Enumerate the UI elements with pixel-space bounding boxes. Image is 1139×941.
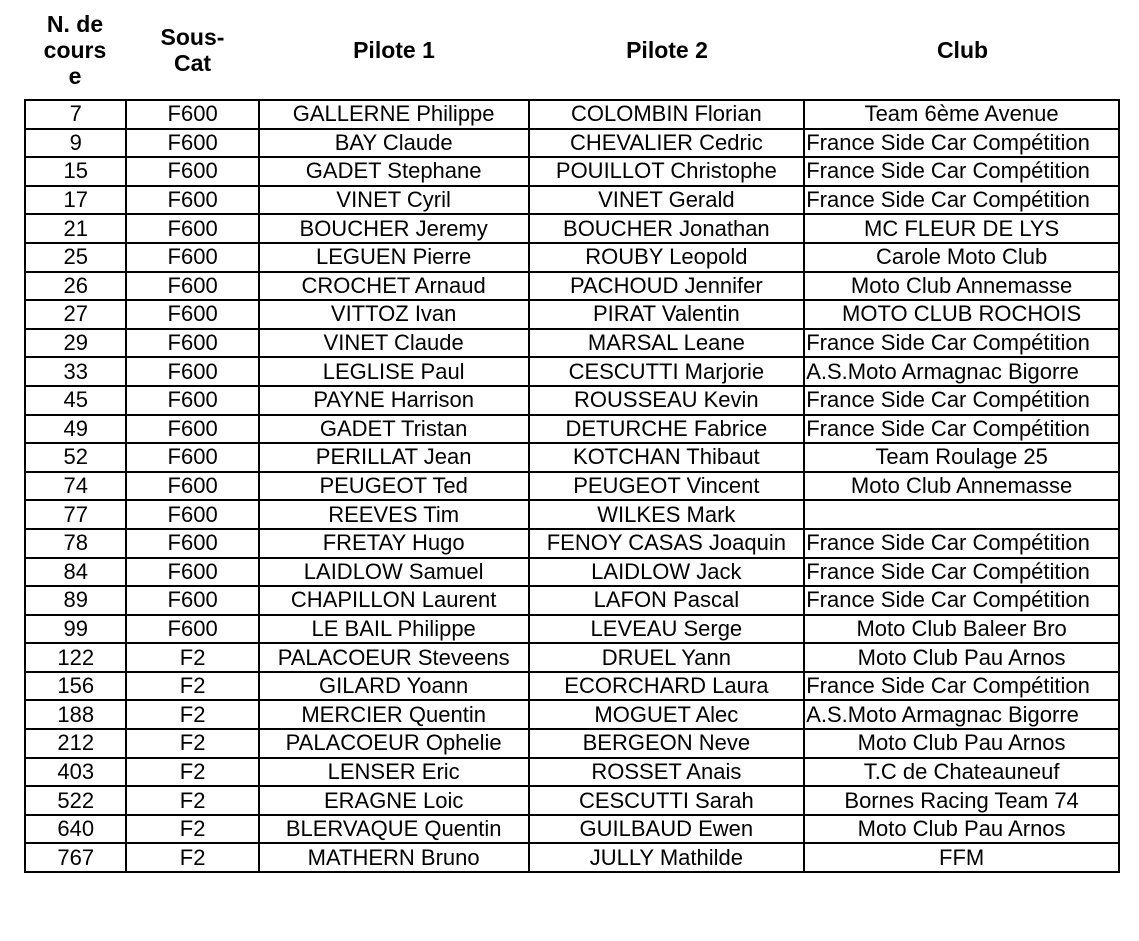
- race-number-cell: 33: [25, 357, 126, 386]
- subcategory-cell: F600: [126, 443, 258, 472]
- table-header: [24, 0, 1120, 100]
- club-cell: France Side Car Compétition: [804, 672, 1119, 701]
- pilot-2-cell: ECORCHARD Laura: [529, 672, 805, 701]
- pilot-2-cell: VINET Gerald: [529, 186, 805, 215]
- table-row: [25, 700, 1119, 729]
- table-row: [25, 186, 1119, 215]
- pilot-1-cell: REEVES Tim: [259, 500, 529, 529]
- race-number-cell: 74: [25, 472, 126, 501]
- pilot-1-cell: PERILLAT Jean: [259, 443, 529, 472]
- table-row: [25, 129, 1119, 158]
- pilot-2-cell: ROSSET Anais: [529, 758, 805, 787]
- table-row: [25, 615, 1119, 644]
- pilot-2-cell: ROUSSEAU Kevin: [529, 386, 805, 415]
- subcategory-cell: F600: [126, 272, 258, 301]
- subcategory-cell: F2: [126, 758, 258, 787]
- club-cell: France Side Car Compétition: [804, 329, 1119, 358]
- race-number-cell: 7: [25, 100, 126, 129]
- pilot-1-cell: BAY Claude: [259, 129, 529, 158]
- club-cell: T.C de Chateauneuf: [804, 758, 1119, 787]
- pilot-1-cell: BOUCHER Jeremy: [259, 214, 529, 243]
- pilot-1-cell: LE BAIL Philippe: [259, 615, 529, 644]
- header-race-number-line-1: N. de: [46, 11, 104, 37]
- pilot-2-cell: DRUEL Yann: [529, 643, 805, 672]
- header-pilot-1: Pilote 1: [353, 37, 435, 63]
- pilot-2-cell: DETURCHE Fabrice: [529, 415, 805, 444]
- subcategory-cell: F600: [126, 243, 258, 272]
- table-row: [25, 586, 1119, 615]
- header-subcategory-line-1: Sous-: [160, 24, 225, 50]
- club-cell: France Side Car Compétition: [804, 386, 1119, 415]
- entries-table-body: [25, 100, 1119, 872]
- pilot-1-cell: VITTOZ Ivan: [259, 300, 529, 329]
- race-number-cell: 99: [25, 615, 126, 644]
- pilot-2-cell: GUILBAUD Ewen: [529, 815, 805, 844]
- subcategory-cell: F600: [126, 529, 258, 558]
- table-row: [25, 300, 1119, 329]
- race-number-cell: 403: [25, 758, 126, 787]
- table-row: [25, 443, 1119, 472]
- club-cell: Moto Club Pau Arnos: [804, 643, 1119, 672]
- pilot-2-cell: COLOMBIN Florian: [529, 100, 805, 129]
- pilot-1-cell: FRETAY Hugo: [259, 529, 529, 558]
- club-cell: Bornes Racing Team 74: [804, 786, 1119, 815]
- pilot-1-cell: CROCHET Arnaud: [259, 272, 529, 301]
- subcategory-cell: F600: [126, 472, 258, 501]
- pilot-2-cell: BERGEON Neve: [529, 729, 805, 758]
- table-row: [25, 643, 1119, 672]
- race-number-cell: 29: [25, 329, 126, 358]
- subcategory-cell: F600: [126, 186, 258, 215]
- club-cell: FFM: [804, 843, 1119, 872]
- subcategory-cell: F600: [126, 157, 258, 186]
- club-cell: France Side Car Compétition: [804, 529, 1119, 558]
- subcategory-cell: F600: [126, 500, 258, 529]
- race-number-cell: 212: [25, 729, 126, 758]
- subcategory-cell: F600: [126, 558, 258, 587]
- pilot-1-cell: CHAPILLON Laurent: [259, 586, 529, 615]
- race-number-cell: 156: [25, 672, 126, 701]
- header-race-number: [4, 0, 146, 100]
- pilot-2-cell: JULLY Mathilde: [529, 843, 805, 872]
- subcategory-cell: F2: [126, 643, 258, 672]
- pilot-2-cell: BOUCHER Jonathan: [529, 214, 805, 243]
- race-number-cell: 26: [25, 272, 126, 301]
- subcategory-cell: F600: [126, 386, 258, 415]
- pilot-2-cell: LEVEAU Serge: [529, 615, 805, 644]
- club-cell: A.S.Moto Armagnac Bigorre: [804, 700, 1119, 729]
- pilot-2-cell: MOGUET Alec: [529, 700, 805, 729]
- pilot-1-cell: LAIDLOW Samuel: [259, 558, 529, 587]
- club-cell: Carole Moto Club: [804, 243, 1119, 272]
- subcategory-cell: F600: [126, 129, 258, 158]
- club-cell: A.S.Moto Armagnac Bigorre: [804, 357, 1119, 386]
- race-number-cell: 188: [25, 700, 126, 729]
- pilot-2-cell: WILKES Mark: [529, 500, 805, 529]
- pilot-2-cell: PACHOUD Jennifer: [529, 272, 805, 301]
- race-number-cell: 522: [25, 786, 126, 815]
- subcategory-cell: F600: [126, 615, 258, 644]
- table-row: [25, 558, 1119, 587]
- race-number-cell: 25: [25, 243, 126, 272]
- table-row: [25, 329, 1119, 358]
- table-row: [25, 100, 1119, 129]
- subcategory-cell: F600: [126, 329, 258, 358]
- pilot-1-cell: GADET Tristan: [259, 415, 529, 444]
- club-cell: Moto Club Annemasse: [804, 272, 1119, 301]
- club-cell: Team 6ème Avenue: [804, 100, 1119, 129]
- race-number-cell: 52: [25, 443, 126, 472]
- race-number-cell: 78: [25, 529, 126, 558]
- club-cell: MC FLEUR DE LYS: [804, 214, 1119, 243]
- pilot-1-cell: LENSER Eric: [259, 758, 529, 787]
- table-row: [25, 815, 1119, 844]
- race-number-cell: 45: [25, 386, 126, 415]
- subcategory-cell: F2: [126, 815, 258, 844]
- club-cell: Team Roulage 25: [804, 443, 1119, 472]
- pilot-1-cell: BLERVAQUE Quentin: [259, 815, 529, 844]
- pilot-2-cell: POUILLOT Christophe: [529, 157, 805, 186]
- pilot-1-cell: ERAGNE Loic: [259, 786, 529, 815]
- pilot-1-cell: PALACOEUR Ophelie: [259, 729, 529, 758]
- table-row: [25, 272, 1119, 301]
- pilot-2-cell: PEUGEOT Vincent: [529, 472, 805, 501]
- race-number-cell: 49: [25, 415, 126, 444]
- club-cell: Moto Club Pau Arnos: [804, 729, 1119, 758]
- table-row: [25, 758, 1119, 787]
- table-row: [25, 157, 1119, 186]
- pilot-1-cell: GALLERNE Philippe: [259, 100, 529, 129]
- pilot-2-cell: ROUBY Leopold: [529, 243, 805, 272]
- subcategory-cell: F2: [126, 729, 258, 758]
- subcategory-cell: F2: [126, 700, 258, 729]
- club-cell: Moto Club Pau Arnos: [804, 815, 1119, 844]
- pilot-1-cell: GADET Stephane: [259, 157, 529, 186]
- pilot-1-cell: GILARD Yoann: [259, 672, 529, 701]
- club-cell: Moto Club Annemasse: [804, 472, 1119, 501]
- header-subcategory-line-2: Cat: [173, 50, 212, 76]
- pilot-1-cell: VINET Claude: [259, 329, 529, 358]
- club-cell: France Side Car Compétition: [804, 558, 1119, 587]
- subcategory-cell: F2: [126, 843, 258, 872]
- table-row: [25, 357, 1119, 386]
- pilot-2-cell: CESCUTTI Marjorie: [529, 357, 805, 386]
- race-number-cell: 89: [25, 586, 126, 615]
- pilot-2-cell: CESCUTTI Sarah: [529, 786, 805, 815]
- entries-table: [24, 99, 1120, 873]
- header-subcategory: [126, 0, 259, 100]
- pilot-1-cell: PEUGEOT Ted: [259, 472, 529, 501]
- club-cell: France Side Car Compétition: [804, 129, 1119, 158]
- pilot-1-cell: PAYNE Harrison: [259, 386, 529, 415]
- table-row: [25, 786, 1119, 815]
- pilot-2-cell: PIRAT Valentin: [529, 300, 805, 329]
- club-cell: MOTO CLUB ROCHOIS: [804, 300, 1119, 329]
- race-number-cell: 15: [25, 157, 126, 186]
- pilot-1-cell: PALACOEUR Steveens: [259, 643, 529, 672]
- club-cell: France Side Car Compétition: [804, 186, 1119, 215]
- table-row: [25, 843, 1119, 872]
- race-number-cell: 122: [25, 643, 126, 672]
- race-number-cell: 640: [25, 815, 126, 844]
- subcategory-cell: F600: [126, 415, 258, 444]
- club-cell: France Side Car Compétition: [804, 415, 1119, 444]
- pilot-1-cell: VINET Cyril: [259, 186, 529, 215]
- header-pilot-2: Pilote 2: [626, 37, 708, 63]
- pilot-2-cell: CHEVALIER Cedric: [529, 129, 805, 158]
- pilot-1-cell: LEGLISE Paul: [259, 357, 529, 386]
- subcategory-cell: F600: [126, 300, 258, 329]
- table-row: [25, 386, 1119, 415]
- subcategory-cell: F600: [126, 586, 258, 615]
- race-number-cell: 77: [25, 500, 126, 529]
- pilot-1-cell: LEGUEN Pierre: [259, 243, 529, 272]
- table-row: [25, 415, 1119, 444]
- subcategory-cell: F2: [126, 786, 258, 815]
- race-number-cell: 767: [25, 843, 126, 872]
- subcategory-cell: F2: [126, 672, 258, 701]
- race-number-cell: 27: [25, 300, 126, 329]
- table-row: [25, 243, 1119, 272]
- pilot-1-cell: MERCIER Quentin: [259, 700, 529, 729]
- race-number-cell: 17: [25, 186, 126, 215]
- header-race-number-line-3: e: [68, 63, 82, 89]
- table-row: [25, 529, 1119, 558]
- header-race-number-line-2: cours: [43, 37, 107, 63]
- race-number-cell: 21: [25, 214, 126, 243]
- pilot-2-cell: KOTCHAN Thibaut: [529, 443, 805, 472]
- pilot-2-cell: LAIDLOW Jack: [529, 558, 805, 587]
- pilot-2-cell: FENOY CASAS Joaquin: [529, 529, 805, 558]
- club-cell: Moto Club Baleer Bro: [804, 615, 1119, 644]
- table-row: [25, 472, 1119, 501]
- club-cell: France Side Car Compétition: [804, 586, 1119, 615]
- club-cell: France Side Car Compétition: [804, 157, 1119, 186]
- subcategory-cell: F600: [126, 100, 258, 129]
- race-number-cell: 84: [25, 558, 126, 587]
- table-row: [25, 500, 1119, 529]
- subcategory-cell: F600: [126, 357, 258, 386]
- pilot-1-cell: MATHERN Bruno: [259, 843, 529, 872]
- race-number-cell: 9: [25, 129, 126, 158]
- pilot-2-cell: MARSAL Leane: [529, 329, 805, 358]
- table-row: [25, 214, 1119, 243]
- club-cell: [804, 500, 1119, 529]
- table-row: [25, 672, 1119, 701]
- header-club: Club: [936, 37, 989, 63]
- subcategory-cell: F600: [126, 214, 258, 243]
- pilot-2-cell: LAFON Pascal: [529, 586, 805, 615]
- table-row: [25, 729, 1119, 758]
